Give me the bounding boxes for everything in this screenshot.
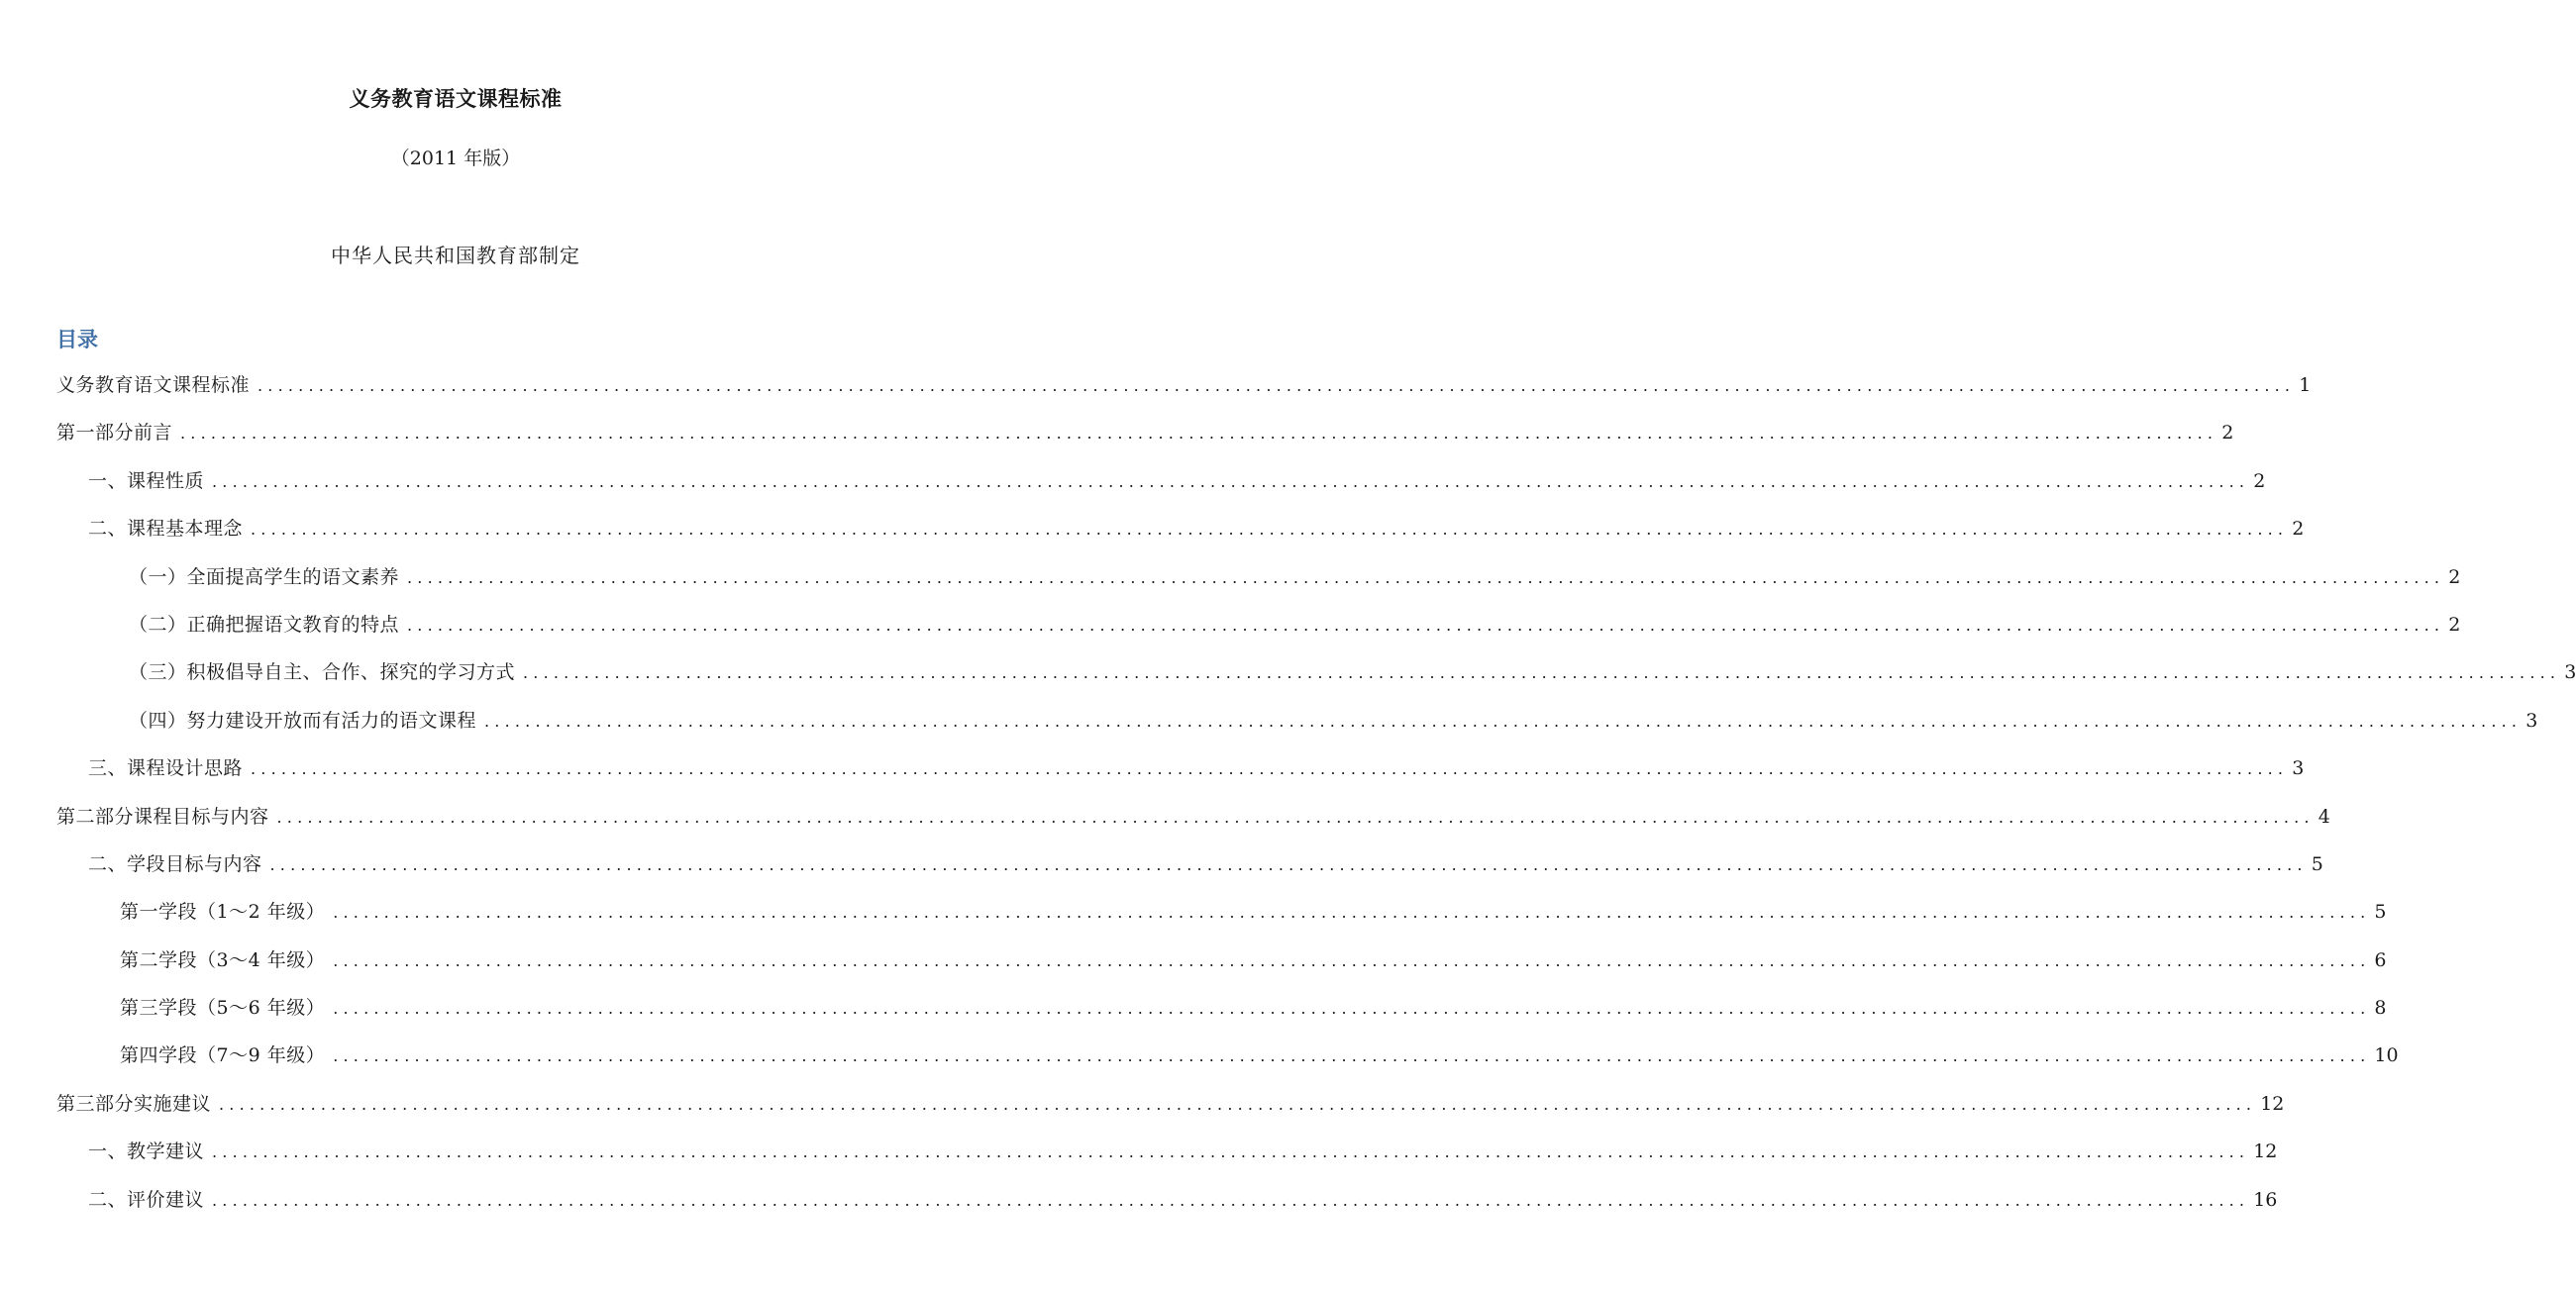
toc-entry-label: （一）全面提高学生的语文素养 xyxy=(129,565,400,588)
toc-heading: 目录 xyxy=(56,328,98,351)
toc-leader-dots: ........................................................................................................................................................................................................ xyxy=(333,950,2371,970)
toc-entry-page: 2 xyxy=(2221,422,2234,445)
toc-entry-page: 6 xyxy=(2374,948,2387,971)
toc-entry[interactable] xyxy=(56,418,2234,465)
toc-entry-label: 第二部分课程目标与内容 xyxy=(56,805,269,828)
toc-entry[interactable] xyxy=(56,466,2266,514)
document-title: 义务教育语文课程标准 xyxy=(349,87,563,111)
toc-leader-dots: ........................................................................................................................................................................................................ xyxy=(212,1142,2250,1162)
toc-leader-dots: ........................................................................................................................................................................................................ xyxy=(180,424,2218,444)
toc-entry[interactable] xyxy=(56,1041,2399,1088)
toc-entry-label: （三）积极倡导自主、合作、探究的学习方式 xyxy=(129,661,516,684)
toc-entry[interactable] xyxy=(56,657,2576,705)
toc-entry-label: 第一部分前言 xyxy=(56,422,173,445)
toc-entry-page: 2 xyxy=(2292,518,2305,541)
toc-entry-page: 1 xyxy=(2299,374,2312,396)
table-of-contents xyxy=(56,370,2576,1233)
toc-entry[interactable] xyxy=(56,993,2387,1041)
toc-entry[interactable] xyxy=(56,849,2323,897)
toc-entry[interactable] xyxy=(56,1089,2285,1137)
toc-leader-dots: ........................................................................................................................................................................................................ xyxy=(212,1190,2250,1210)
toc-entry-label: 三、课程设计思路 xyxy=(88,757,244,780)
toc-entry-page: 10 xyxy=(2374,1044,2399,1067)
toc-leader-dots: ........................................................................................................................................................................................................ xyxy=(484,711,2523,731)
toc-leader-dots: ........................................................................................................................................................................................................ xyxy=(276,807,2315,827)
toc-entry-page: 12 xyxy=(2253,1140,2278,1163)
toc-leader-dots: ........................................................................................................................................................................................................ xyxy=(407,567,2445,587)
toc-entry-page: 5 xyxy=(2311,852,2323,875)
toc-entry-page: 2 xyxy=(2448,613,2461,636)
toc-entry-label: 二、课程基本理念 xyxy=(88,518,244,541)
toc-entry-label: 一、教学建议 xyxy=(88,1140,205,1163)
toc-entry-page: 8 xyxy=(2374,997,2387,1020)
toc-entry[interactable] xyxy=(56,802,2330,849)
toc-entry-page: 12 xyxy=(2260,1092,2285,1115)
toc-entry-page: 3 xyxy=(2564,661,2576,684)
toc-entry[interactable] xyxy=(56,753,2305,801)
toc-entry[interactable] xyxy=(56,1185,2278,1233)
toc-entry-label: 二、评价建议 xyxy=(88,1188,205,1211)
toc-leader-dots: ........................................................................................................................................................................................................ xyxy=(333,903,2371,923)
toc-entry-label: 一、课程性质 xyxy=(88,469,205,492)
toc-entry-page: 3 xyxy=(2292,757,2305,780)
toc-leader-dots: ........................................................................................................................................................................................................ xyxy=(219,1094,2257,1114)
toc-entry[interactable] xyxy=(56,610,2461,657)
toc-entry[interactable] xyxy=(56,897,2387,944)
toc-entry-label: 第二学段（3～4 年级） xyxy=(120,948,326,971)
toc-entry[interactable] xyxy=(56,945,2387,993)
toc-leader-dots: ........................................................................................................................................................................................................ xyxy=(251,520,2289,540)
toc-entry[interactable] xyxy=(56,562,2461,610)
toc-leader-dots: ........................................................................................................................................................................................................ xyxy=(333,999,2371,1019)
toc-entry-page: 3 xyxy=(2525,709,2538,732)
toc-entry-page: 16 xyxy=(2253,1188,2278,1211)
toc-leader-dots: ........................................................................................................................................................................................................ xyxy=(407,615,2445,635)
toc-leader-dots: ........................................................................................................................................................................................................ xyxy=(251,759,2289,779)
toc-entry-label: 第一学段（1～2 年级） xyxy=(120,901,326,924)
toc-entry-label: 义务教育语文课程标准 xyxy=(56,374,251,396)
toc-entry-page: 5 xyxy=(2374,901,2387,924)
toc-entry[interactable] xyxy=(56,1137,2278,1184)
toc-entry-label: 第四学段（7～9 年级） xyxy=(120,1044,326,1067)
toc-entry-label: 第三部分实施建议 xyxy=(56,1092,212,1115)
toc-entry-page: 2 xyxy=(2448,565,2461,588)
toc-entry-label: （二）正确把握语文教育的特点 xyxy=(129,613,400,636)
toc-entry-label: （四）努力建设开放而有活力的语文课程 xyxy=(129,709,477,732)
toc-leader-dots: ........................................................................................................................................................................................................ xyxy=(258,376,2296,395)
toc-leader-dots: ........................................................................................................................................................................................................ xyxy=(333,1046,2371,1066)
toc-leader-dots: ........................................................................................................................................................................................................ xyxy=(523,663,2561,683)
document-edition: （2011 年版） xyxy=(390,148,521,169)
toc-leader-dots: ........................................................................................................................................................................................................ xyxy=(269,854,2308,874)
toc-entry-label: 二、学段目标与内容 xyxy=(88,852,262,875)
toc-leader-dots: ........................................................................................................................................................................................................ xyxy=(212,471,2250,491)
toc-entry-page: 4 xyxy=(2318,805,2330,828)
toc-entry[interactable] xyxy=(56,514,2305,561)
toc-entry-label: 第三学段（5～6 年级） xyxy=(120,997,326,1020)
toc-entry[interactable] xyxy=(56,370,2312,418)
toc-entry-page: 2 xyxy=(2253,469,2266,492)
toc-entry[interactable] xyxy=(56,706,2538,753)
document-issuer: 中华人民共和国教育部制定 xyxy=(331,244,580,267)
